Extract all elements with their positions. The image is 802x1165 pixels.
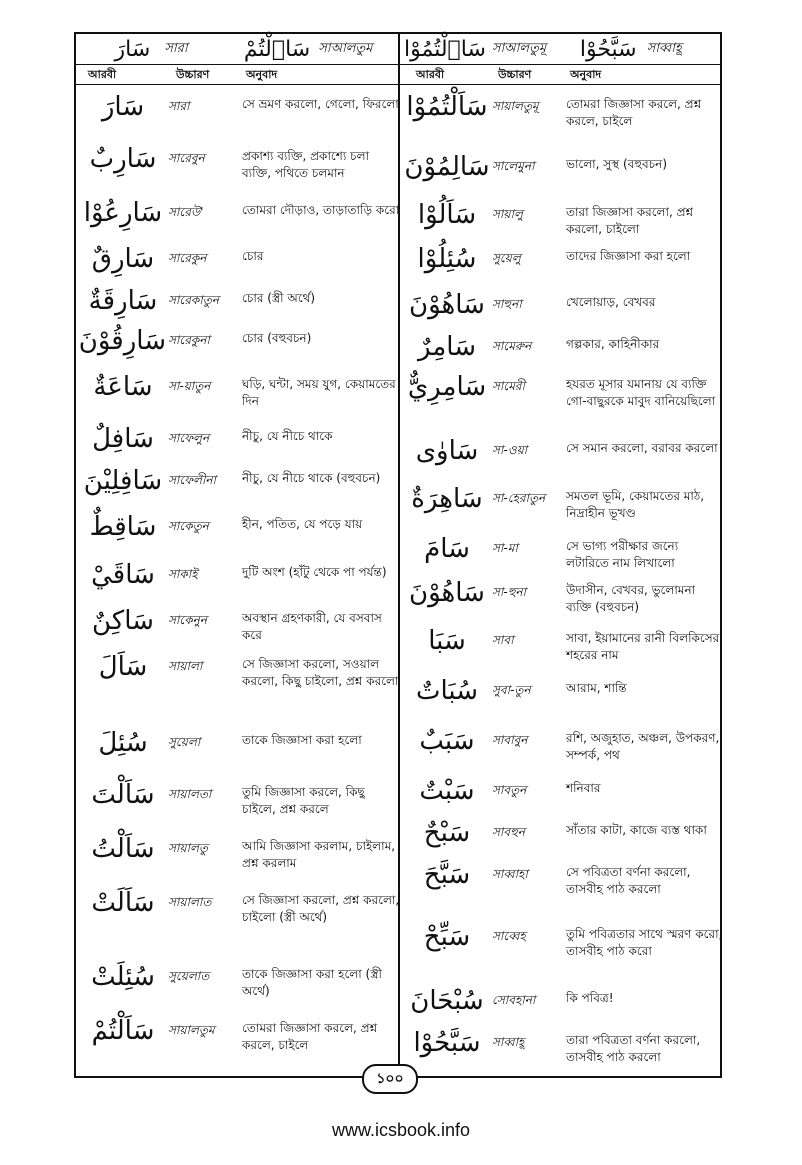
dict-entry: سَاهِرَةٌ সা-হেরাতুন সমতল ভূমি, কেয়ামতের মাঠ, নিদ্রাহীন ভূখণ্ড (411, 484, 705, 520)
dict-entry: سُئِلَتْ সুয়েলাত তাকে জিজ্ঞাসা করা হলো (স্ত্রী অর্থে) (91, 962, 382, 998)
dict-entry: سَاقِطٌ সাকেতুন হীন, পতিত, যে পড়ে যায় (89, 512, 363, 542)
dict-entry: سَاهُوْنَ সাহুনা খেলোয়াড়, বেখবর (409, 290, 656, 320)
dict-entry: سَاَلُوْا সায়ালু তারা জিজ্ঞাসা করলো, প্রশ্ন করলো, চাইলো (417, 200, 694, 236)
dict-entry: سَاَلْتُمُوْا সায়ালতুমূ তোমরা জিজ্ঞাসা করলে, প্রশ্ন করলে, চাইলে (406, 92, 702, 128)
dict-entry: سَاكِنٌ সাকেনুন অবস্থান গ্রহণকারী, যে বসবাস করে (92, 606, 382, 642)
dict-entry: سَافِلِيْنَ সাফেলীনা নীচু, যে নীচে থাকে (বহুবচন) (83, 466, 381, 496)
dict-entry: سَبَّحُوْا সাব্বাহূ তারা পবিত্রতা বর্ণনা করলো, তাসবীহ পাঠ করলো (413, 1028, 701, 1064)
dict-entry: سَاوٰى সা-ওয়া সে সমান করলো, বরাবর করলো (415, 436, 718, 466)
col-meaning: অনুবাদ (570, 67, 602, 81)
running-header-left (84, 36, 394, 62)
page-number: ১০০ (362, 1064, 418, 1094)
dict-entry: سَاهُوْنَ সা-হুনা উদাসীন, বেখবর, ভুলোমনা ব্যক্তি (বহুবচন) (409, 578, 696, 614)
dict-entry: سَاَلْتُمْ সায়ালতুম তোমরা জিজ্ঞাসা করলে, প্রশ্ন করলে, চাইলে (91, 1016, 378, 1052)
header-left-pron-start: সারা (164, 40, 188, 56)
col-meaning: অনুবাদ (246, 67, 278, 81)
dict-entry: سَاعَةٌ সা-য়াতুন ঘড়ি, ঘন্টা, সময় যুগ, কেয়ামতের দিন (93, 372, 396, 408)
dict-entry: سَاَلَتْ সায়ালাত সে জিজ্ঞাসা করলো, প্রশ্ন করলো, চাইলো (স্ত্রী অর্থে) (91, 888, 400, 924)
dict-entry: سَاَلْتُ সায়ালতু আমি জিজ্ঞাসা করলাম, চাইলাম, প্রশ্ন করলাম (91, 834, 396, 870)
dict-entry: سَارِبٌ সারেবুন প্রকাশ্য ব্যক্তি, প্রকাশ্যে চলা ব্যক্তি, পথিতে চলমান (89, 144, 370, 180)
dict-entry: سَبَبٌ সাবাবুন রশি, অজুহাত, অঞ্চল, উপকরণ, সম্পর্ক, পথ (419, 726, 720, 762)
dict-entry: سَبَا সাবা সাবা, ইয়ামানের রানী বিলকিসের শহরের নাম (428, 626, 720, 662)
dict-entry: سَافِلٌ সাফেলুন নীচু, যে নীচে থাকে (92, 424, 333, 454)
dict-entry: سَاقَيْ সাকাই দুটি অংশ (হাঁটু থেকে পা পর্যন্ত) (91, 560, 387, 590)
dict-entry: سَارَ সারা সে ভ্রমণ করলো, গেলো, ফিরলো (101, 92, 399, 122)
dict-entry: سَامِرٌ সামেরুন গল্পকার, কাহিনীকার (418, 332, 660, 362)
col-pron: উচ্চারণ (176, 67, 210, 81)
dict-entry: سَامَ সা-মা সে ভাগ্য পরীক্ষার জন্যে লটারিতে নাম লিখালো (424, 534, 679, 570)
header-left-pron-end: সাআলতুম (318, 40, 373, 56)
dict-entry: سَبْتٌ সাবতুন শনিবার (419, 776, 601, 806)
col-arabic: আরবী (88, 67, 117, 81)
dict-entry: سَبِّحْ সাব্বেহ তুমি পবিত্রতার সাথে স্মরণ করো, তাসবীহ পাঠ করো (423, 922, 723, 958)
footer-url: www.icsbook.info (331, 1120, 471, 1140)
dict-entry: سَارِقَةٌ সারেকাতুন চোর (স্ত্রী অর্থে) (88, 286, 316, 316)
header-left-arabic-start: سَارَ (114, 36, 151, 62)
dict-entry: سَاَلَ সায়ালা সে জিজ্ঞাসা করলো, সওয়াল করলো, কিছু চাইলো, প্রশ্ন করলো (98, 652, 399, 688)
header-right-pron-end: সাব্বাহূ (646, 40, 682, 56)
running-header-right (404, 36, 716, 62)
dict-entry: سَالِمُوْنَ সালেমুনা ভালো, সুস্থ (বহুবচন) (404, 152, 667, 182)
header-right-arabic-end: سَبَّحُوْا (579, 36, 637, 62)
col-pron: উচ্চারণ (498, 67, 532, 81)
dict-entry: سُبْحَانَ সোবহানা কি পবিত্র! (410, 986, 614, 1016)
column-headers-right (416, 66, 716, 84)
dict-entry: سَارِقٌ সারেকুন চোর (91, 244, 264, 274)
dict-entry: سَبَّحَ সাব্বাহা সে পবিত্রতা বর্ণনা করলো, তাসবীহ পাঠ করলো (423, 860, 691, 896)
header-right-arabic-start: سَاۤلْتُمُوْا (404, 36, 486, 62)
col-arabic: আরবী (416, 67, 445, 81)
dict-entry: سَامِرِيٌّ সামেরী হযরত মূসার যমানায় যে ব্যক্তি গো-বাছুরকে মাবুদ বানিয়েছিলো (407, 372, 716, 408)
header-right-pron-start: সাআলতুমূ (491, 40, 547, 56)
dict-entry: سَبْحٌ সাবহুন সাঁতার কাটা, কাজে ব্যস্ত থাকা (423, 818, 707, 848)
header-left-arabic-end: سَاۤلْتُمْ (243, 36, 311, 62)
dict-entry: سُئِلُوْا সুয়েলু তাদের জিজ্ঞাসা করা হলো (417, 244, 691, 274)
dict-entry: سُبَاتٌ সুবা-তুন আরাম, শান্তি (415, 676, 627, 706)
dict-entry: سَارِقُوْنَ সারেকুনা চোর (বহুবচন) (78, 326, 312, 356)
dict-entry: سُئِلَ সুয়েলা তাকে জিজ্ঞাসা করা হলো (98, 728, 362, 758)
dict-entry: سَارِعُوْا সারেউ' তোমরা দৌড়াও, তাড়াতাড়ি করো (83, 198, 400, 228)
column-headers-left (88, 66, 388, 84)
dict-entry: سَاَلْتَ সায়ালতা তুমি জিজ্ঞাসা করলে, কিছু চাইলে, প্রশ্ন করলে (91, 780, 365, 816)
